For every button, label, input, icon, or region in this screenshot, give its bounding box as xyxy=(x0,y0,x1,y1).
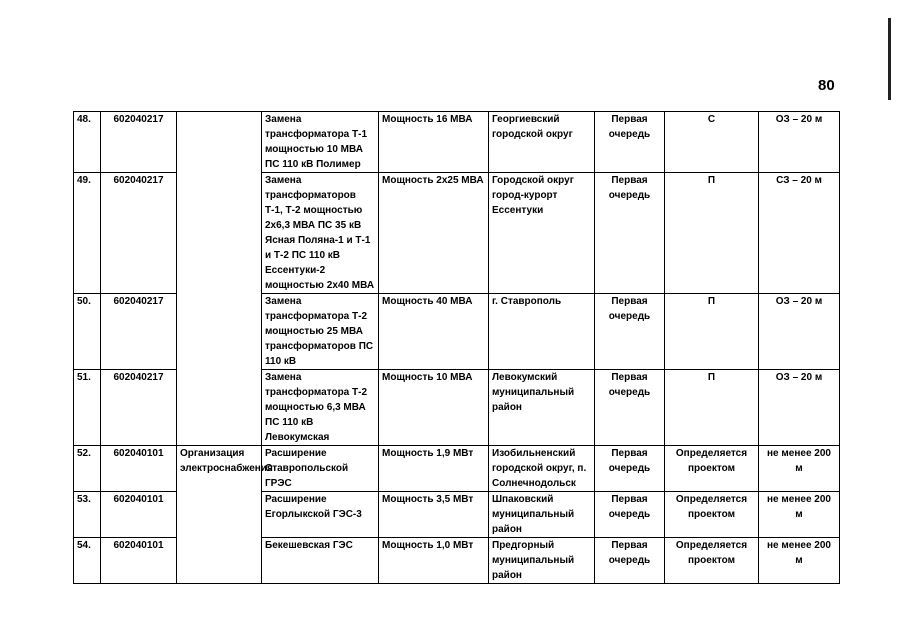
object-name: Замена трансформаторов Т-1, Т-2 мощностью 2х6,3 МВА ПС 35 кВ Ясная Поляна-1 и Т-1 и Т-2 ПС 110 кВ Ессентуки-2 мощностью 2х40 МВА xyxy=(262,173,379,294)
object-power: Мощность 40 МВА xyxy=(379,294,489,370)
object-code: 602040101 xyxy=(101,446,177,492)
object-distance: ОЗ – 20 м xyxy=(759,294,840,370)
object-zone: Определяется проектом xyxy=(665,446,759,492)
object-location: Изобильненский городской округ, п. Солнечнодольск xyxy=(489,446,595,492)
object-stage: Первая очередь xyxy=(595,538,665,584)
row-number: 50. xyxy=(74,294,101,370)
object-stage: Первая очередь xyxy=(595,112,665,173)
row-number: 49. xyxy=(74,173,101,294)
object-location: Городской округ город-курорт Ессентуки xyxy=(489,173,595,294)
object-zone: П xyxy=(665,294,759,370)
object-distance: не менее 200 м xyxy=(759,446,840,492)
object-name: Расширение Егорлыкской ГЭС-3 xyxy=(262,492,379,538)
object-zone: Определяется проектом xyxy=(665,538,759,584)
row-number: 52. xyxy=(74,446,101,492)
object-code: 602040217 xyxy=(101,294,177,370)
row-number: 51. xyxy=(74,370,101,446)
object-zone: Определяется проектом xyxy=(665,492,759,538)
row-number: 54. xyxy=(74,538,101,584)
object-code: 602040217 xyxy=(101,173,177,294)
page-edge-line xyxy=(888,18,891,100)
object-purpose: Организация электроснабжения xyxy=(177,446,262,584)
object-zone: С xyxy=(665,112,759,173)
page-number: 80 xyxy=(818,77,835,94)
object-distance: не менее 200 м xyxy=(759,492,840,538)
object-name: Бекешевская ГЭС xyxy=(262,538,379,584)
object-code: 602040101 xyxy=(101,538,177,584)
object-name: Замена трансформатора Т-2 мощностью 6,3 МВА ПС 110 кВ Левокумская xyxy=(262,370,379,446)
object-name: Расширение Ставропольской ГРЭС xyxy=(262,446,379,492)
object-code: 602040217 xyxy=(101,112,177,173)
object-stage: Первая очередь xyxy=(595,370,665,446)
object-location: Левокумский муниципальный район xyxy=(489,370,595,446)
object-distance: ОЗ – 20 м xyxy=(759,370,840,446)
object-power: Мощность 10 МВА xyxy=(379,370,489,446)
object-name: Замена трансформатора Т-2 мощностью 25 МВА трансформаторов ПС 110 кВ xyxy=(262,294,379,370)
object-stage: Первая очередь xyxy=(595,446,665,492)
object-location: Шпаковский муниципальный район xyxy=(489,492,595,538)
table-row xyxy=(74,112,840,173)
objects-table xyxy=(73,111,840,584)
object-name: Замена трансформатора Т-1 мощностью 10 МВА ПС 110 кВ Полимер xyxy=(262,112,379,173)
object-code: 602040217 xyxy=(101,370,177,446)
object-location: Предгорный муниципальный район xyxy=(489,538,595,584)
row-number: 53. xyxy=(74,492,101,538)
object-distance: не менее 200 м xyxy=(759,538,840,584)
object-stage: Первая очередь xyxy=(595,294,665,370)
table-row xyxy=(74,446,840,492)
purpose-cell-empty xyxy=(177,112,262,446)
row-number: 48. xyxy=(74,112,101,173)
object-power: Мощность 1,9 МВт xyxy=(379,446,489,492)
object-power: Мощность 16 МВА xyxy=(379,112,489,173)
object-code: 602040101 xyxy=(101,492,177,538)
object-distance: ОЗ – 20 м xyxy=(759,112,840,173)
object-location: г. Ставрополь xyxy=(489,294,595,370)
object-stage: Первая очередь xyxy=(595,173,665,294)
object-power: Мощность 1,0 МВт xyxy=(379,538,489,584)
object-distance: СЗ – 20 м xyxy=(759,173,840,294)
object-zone: П xyxy=(665,370,759,446)
object-stage: Первая очередь xyxy=(595,492,665,538)
object-location: Георгиевский городской округ xyxy=(489,112,595,173)
object-power: Мощность 2х25 МВА xyxy=(379,173,489,294)
object-zone: П xyxy=(665,173,759,294)
object-power: Мощность 3,5 МВт xyxy=(379,492,489,538)
